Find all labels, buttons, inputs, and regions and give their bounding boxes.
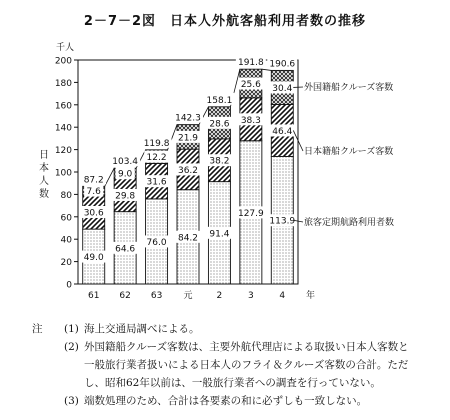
notes-block [32, 320, 442, 410]
data-label: 46.4 [272, 126, 293, 137]
note-line: し、昭和62年以前は、一般旅行業者への調査を行っていない。 [84, 377, 381, 389]
total-label: 191.8 [237, 58, 264, 69]
x-tick-label: 62 [119, 291, 131, 301]
total-label: 103.4 [112, 157, 139, 168]
series-label: 外国籍船クルーズ客数 [304, 83, 394, 93]
total-label: 190.6 [269, 59, 296, 70]
data-label: 30.6 [83, 208, 104, 219]
x-unit-label: 年 [306, 291, 316, 301]
note-item [32, 392, 442, 410]
y-tick-label: 120 [54, 146, 72, 157]
data-label: 28.6 [209, 119, 230, 130]
data-label: 21.9 [177, 133, 199, 144]
note-number: (2) [64, 341, 79, 353]
data-label: 38.3 [240, 115, 261, 126]
data-label: 84.2 [177, 233, 199, 244]
notes-head: 注 [32, 323, 43, 335]
x-tick-label: 61 [87, 291, 100, 301]
total-label: 142.3 [175, 113, 201, 124]
note-line: 一般旅行業者扱いによる日本人のフライ＆クルーズ客数の合計。ただ [84, 359, 409, 371]
y-tick-label: 180 [54, 78, 72, 89]
y-axis-label-char: 本 [39, 163, 49, 174]
note-line: 端数処理のため、合計は各要素の和に必ずしも一致しない。 [84, 395, 368, 407]
x-tick-label: 4 [279, 291, 286, 301]
note-line: 海上交通局調べによる。 [84, 323, 200, 335]
y-tick-label: 100 [54, 168, 72, 179]
y-tick-label: 80 [60, 190, 72, 201]
note-number: (1) [64, 323, 79, 335]
series-label: 旅客定期航路利用者数 [304, 218, 395, 228]
data-label: 36.2 [177, 165, 199, 176]
data-label: 12.2 [146, 153, 167, 164]
note-item [32, 320, 442, 338]
data-label: 127.9 [237, 208, 264, 219]
x-tick-label: 3 [247, 291, 254, 301]
data-label: 9.0 [117, 169, 133, 180]
y-tick-label: 40 [60, 235, 72, 246]
data-label: 76.0 [146, 237, 167, 248]
total-label: 87.2 [83, 175, 104, 186]
total-label: 119.8 [143, 138, 170, 149]
y-tick-label: 0 [66, 280, 72, 291]
connector-line [105, 168, 114, 186]
data-label: 64.6 [115, 244, 136, 255]
note-line: 外国籍船クルーズ客数は、主要外航代理店による取扱い日本人客数と [84, 341, 409, 353]
data-label: 49.0 [83, 253, 104, 264]
y-unit-label: 千人 [55, 43, 74, 53]
data-label: 91.4 [209, 229, 230, 240]
chart-title: 2－7－2図 日本人外航客船利用者数の推移 [83, 14, 367, 29]
data-label: 38.2 [209, 156, 230, 167]
y-tick-label: 140 [54, 123, 72, 134]
total-label: 158.1 [206, 95, 233, 106]
x-tick-label: 2 [216, 291, 223, 301]
y-axis-label-char: 数 [39, 189, 49, 200]
x-tick-label: 元 [183, 291, 193, 301]
data-label: 25.6 [240, 80, 261, 91]
data-label: 29.8 [115, 191, 136, 202]
data-label: 113.9 [269, 216, 296, 227]
x-tick-label: 63 [150, 291, 163, 301]
y-tick-label: 20 [60, 258, 72, 269]
y-tick-label: 60 [60, 213, 72, 224]
note-item [32, 338, 442, 392]
y-axis-label-char: 人 [39, 176, 49, 187]
data-label: 31.6 [146, 177, 167, 188]
series-label: 日本籍船クルーズ客数 [304, 147, 394, 157]
y-tick-label: 160 [54, 101, 72, 112]
y-axis-label-char: 日 [39, 150, 49, 161]
data-label: 7.6 [86, 187, 101, 198]
note-number: (3) [64, 395, 79, 407]
data-label: 30.4 [272, 83, 293, 94]
y-tick-label: 200 [54, 56, 72, 67]
